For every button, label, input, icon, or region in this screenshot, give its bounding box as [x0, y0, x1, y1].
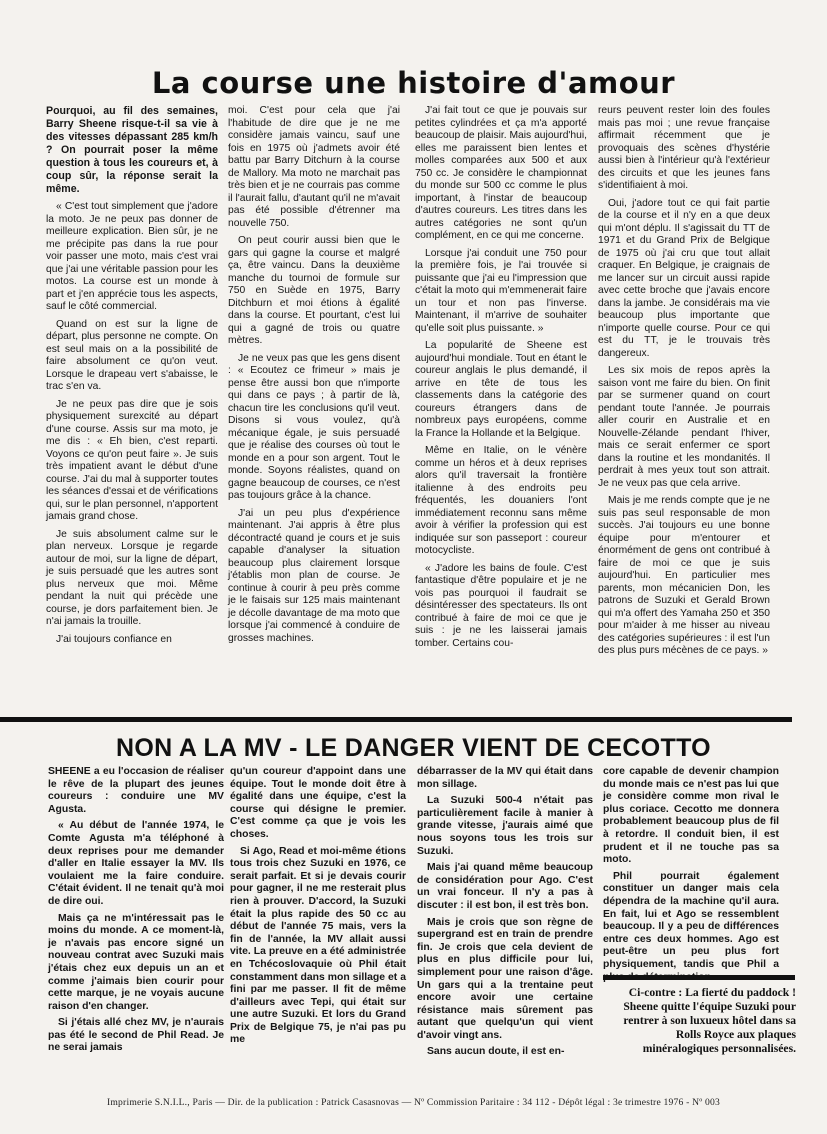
article-paragraph: Lorsque j'ai conduit une 750 pour la première fois, je l'ai trouvée si puissante que j'ai eu l'impression que c'était la moto qui m'emmenerait faire un tour et non pas l'inverse. Maintenant, il m'arrive de souhaiter qu'elle soit plus puissante. » [415, 247, 587, 334]
article-column-1 [46, 105, 218, 717]
article-column-2 [228, 105, 400, 717]
article-title: La course une histoire d'amour [151, 66, 676, 100]
article-paragraph: Je ne peux pas dire que je sois physiquement surexcité au départ d'une course. Assis sur ma moto, je me dis : « Eh bien, c'est reparti. Voyons ce qu'on peut faire ». Je suis très impatient avant le début d'une course. J'ai du mal à supporter toutes les séances d'essai et de vérifications qui, sur le plan personnel, n'apportent jamais grand chose. [46, 398, 218, 522]
section-paragraph: Sans aucun doute, il est en- [427, 1046, 565, 1058]
section-paragraph: Mais j'ai quand même beaucoup de considération pour Ago. C'est un vrai fonceur. Il n'y a pas à discuter : il est bon, il est très bon. [417, 862, 593, 911]
article-paragraph: Je suis absolument calme sur le plan nerveux. Lorsque je regarde autour de moi, sur la ligne de départ, je suis persuadé que les autres sont plus nerveux que moi. Même pendant la nuit qui précède une course, je dors parfaitement bien. Je n'ai jamais la trouille. [46, 528, 218, 627]
photo-caption: Ci-contre : La fierté du paddock ! Sheene quitte l'équipe Suzuki pour rentrer à son luxueux hôtel dans sa Rolls Royce aux plaques minéralogiques personnalisées. [623, 986, 796, 1055]
article-paragraph: Je ne veux pas que les gens disent : « Ecoutez ce frimeur » mais je pense être aussi bon que n'importe qui dans ce pays ; à partir de là, chacun tire les conclusions qu'il veut. Disons si vous voulez, qu'à mécanique égale, je suis persuadé que je réalise des courses où tout le monde en a pour son argent. Tout le monde. Soyons réalistes, quand on gagne beaucoup de courses, ce n'est pas toujours grâce à la chance. [228, 352, 400, 501]
article-paragraph: « C'est tout simplement que j'adore la moto. Je ne peux pas donner de meilleure explication. Bien sûr, je ne me précipite pas dans la rue pour voir passer une moto, mais c'est vrai que j'ai une véritable passion pour les motos. La course est un monde à part et j'en apprécie tous les aspects, sauf le côté commercial. [46, 201, 218, 312]
section-paragraph: « Au début de l'année 1974, le Comte Agusta m'a téléphoné à deux reprises pour me demander d'aller en Italie essayer la MV. Ils voulaient me la faire conduire. C'était évident. Il ne tenait qu'à moi de dire oui. [48, 820, 224, 907]
article-paragraph: Quand on est sur la ligne de départ, plus personne ne compte. On est seul mais on a la possibilité de faire absolument ce qu'on veut. Lorsque le drapeau vert s'abaisse, le trac s'en va. [46, 318, 218, 392]
article-paragraph: « J'adore les bains de foule. C'est fantastique d'être populaire et je ne vois pas pourquoi il faudrait se désintéresser des spectateurs. Ils ont contribué à faire de moi ce que je suis : je ne les laisserai jamais tomber. Certains cou- [415, 562, 587, 649]
section-column-4 [603, 766, 779, 971]
section-column-1 [48, 766, 224, 1054]
section-title: NON A LA MV - LE DANGER VIENT DE CECOTTO [116, 734, 711, 762]
article-paragraph: reurs peuvent rester loin des foules mais pas moi ; une revue française affirmait récemment que je provoquais des scènes d'hystérie aussi bien à l'intérieur qu'à l'extérieur des circuits et que les jeunes fans s'identifiaient à moi. [598, 105, 770, 191]
caption-divider [603, 975, 795, 980]
section-paragraph: débarrasser de la MV qui était dans mon sillage. [417, 766, 593, 790]
section-paragraph: Si j'étais allé chez MV, je n'aurais pas été le second de Phil Read. Je ne serai jamais [48, 1017, 224, 1054]
article-paragraph: On peut courir aussi bien que le gars qui gagne la course et malgré ça, être vaincu. Dans la deuxième manche du tournoi de formule sur 750 en Suède en 1975, Barry Ditchburn et moi étions à égalité dans la course. Et pourtant, c'est lui qui a gagné de trois ou quatre mètres. [228, 235, 400, 346]
article-paragraph: Mais je me rends compte que je ne suis pas seul responsable de mon succès. J'ai toujours eu une bonne équipe pour m'entourer et énormément de gens ont contribué à faire de moi ce que je suis aujourd'hui. En particulier mes parents, mon mécanicien Don, les patrons de Suzuki et Gerald Brown qui m'a offert des Yamaha 250 et 350 pour m'aider à me hisser au niveau des catégories supérieures : il est l'un des plus purs mécènes de ce pays. » [598, 495, 770, 656]
section-paragraph: core capable de devenir champion du monde mais ce n'est pas lui que je considère comme mon rival le plus coriace. Cecotto me donnera probablement beaucoup plus de fil à retordre. Il conduit bien, il est prudent et il ne touche pas sa moto. [603, 766, 779, 866]
publication-footer: Imprimerie S.N.I.L., Paris — Dir. de la publication : Patrick Casasnovas — Nº Commission Paritaire : 34 112 - Dépôt légal : 3e trimestre 1976 - Nº 003 [107, 1097, 720, 1108]
article-paragraph: moi. C'est pour cela que j'ai l'habitude de dire que je ne me considère jamais vaincu, sauf une fois en 1975 où j'admets avoir été battu par Barry Ditchurn à la course de Mallory. Ma moto ne marchait pas très bien et je ne courrais pas comme il l'aurait fallu, d'autant qu'il ne m'avait pas été possible d'étrenner ma nouvelle 750. [228, 105, 400, 229]
article-paragraph: Les six mois de repos après la saison vont me faire du bien. On finit par se surmener quand on court pendant toute l'année. Je pourrais aller courir en Australie et en Nouvelle-Zélande pendant l'hiver, mais ce serait enfermer ce sport dans la routine et les mondanités. Il perdrait à mes yeux tout son attrait. Je ne veux pas que cela arrive. [598, 365, 770, 489]
article-column-3 [415, 105, 587, 717]
section-paragraph: Phil pourrait également constituer un danger mais cela dépendra de la machine qu'il aura. En fait, lui et Ago se ressemblent beaucoup. Il y a peu de différences entre ces deux hommes. Ago est peut-être un peu plus fort physiquement, tandis que Phil a [603, 870, 779, 970]
article-paragraph: J'ai un peu plus d'expérience maintenant. J'ai appris à être plus décontracté quand je cours et je suis capable d'analyser la situation beaucoup plus clairement lorsque j'établis mon plan de course. Je continue à courir à peu près comme je le faisais sur 125 mais maintenant je décolle davantage de ma moto que lorsque j'ai commencé à conduire de grosses machines. [228, 507, 400, 644]
section-column-2 [230, 766, 406, 1046]
article-intro: Pourquoi, au fil des semaines, Barry Sheene risque-t-il sa vie à des vitesses dépassant 285 km/h ? On pourrait poser la même question à tous les coureurs et, à coup sûr, la réponse serait la même. [46, 105, 218, 195]
section-paragraph: SHEENE a eu l'occasion de réaliser le rêve de la plupart des jeunes coureurs : conduire une MV Agusta. [48, 766, 224, 815]
article-paragraph: La popularité de Sheene est aujourd'hui mondiale. Tout en étant le coureur anglais le plus demandé, il arrive en tête de tous les classements dans la catégorie des coureurs étrangers dans de nombreux pays européens, comme la France la Hollande et la Belgique. [415, 340, 587, 439]
section-column-3 [417, 766, 593, 1058]
article-paragraph: Oui, j'adore tout ce qui fait partie de la course et il n'y en a que deux qui m'ont déplu. Il s'agissait du TT de 1971 et du Grand Prix de Belgique de 1975 où j'ai cru que tout allait craquer. En Belgique, je craignais de me lancer sur un circuit aussi rapide avec cette broche que j'avais encore dans la jambe. Je considérais ma vie beaucoup plus importante que n'importe quelle course. Pour ce qui est du TT, je le trouvais très dangereux. [598, 197, 770, 359]
section-divider [0, 717, 792, 722]
article-paragraph: J'ai fait tout ce que je pouvais sur petites cylindrées et ça m'a apporté beaucoup de plaisir. Mais aujourd'hui, elles me paraissent bien lentes et molles comparées aux 500 et aux 750 cc. Je considère le championnat du monde sur 500 cc comme le plus important, à l'instar de beaucoup d'autres coureurs. Les titres dans les autres catégories ne sont qu'un complément, en ce qui me concerne. [415, 105, 587, 241]
section-paragraph: Mais ça ne m'intéressait pas le moins du monde. A ce moment-là, je n'avais pas encore signé un nouveau contrat avec Suzuki mais j'étais chez eux depuis un an et comme j'aimais bien courir pour cette marque, je ne voyais aucune raison d'en changer. [48, 912, 224, 1012]
section-paragraph: qu'un coureur d'appoint dans une équipe. Tout le monde doit être à égalité dans une équipe, c'est la course qui désigne le premier. C'est comme ça que je vois les choses. [230, 766, 406, 840]
article-paragraph: J'ai toujours confiance en [56, 633, 172, 645]
section-paragraph: Mais je crois que son règne de supergrand est en train de prendre fin. Je crois que cela devient de plus en plus difficile pour lui, simplement pour une raison d'âge. Un gars qui a la trentaine peut encore avoir une certaine résistance mais sûrement pas autant que quelqu'un qui vient d'avoir vingt ans. [417, 916, 593, 1041]
article-column-4 [598, 105, 770, 717]
article-paragraph: Même en Italie, on le vénère comme un héros et à deux reprises alors qu'il traversait la frontière italienne à des endroits peu fréquentés, les douaniers l'ont immédiatement reconnu sans même avoir à vérifier la profession qui est indiquée sur son passeport : coureur motocycliste. [415, 445, 587, 556]
section-paragraph: Si Ago, Read et moi-même étions tous trois chez Suzuki en 1976, ce serait parfait. Et si je devais courir pour gagner, il ne me resterait plus rien à prouver. D'accord, la Suzuki était la plus rapide des 50 cc au début de l'année 75 mais, vers la fin de l'année, la MV allait aussi vite. La preuve en a été administrée en Tchécoslovaquie où Phil était constamment dans mon sillage et a fini par me passer. Il fit de même d'ailleurs avec Tepi, qui était sur une autre Suzuki. Et lors du Grand Prix de Belgique 75, je n'ai pas pu me [230, 845, 406, 1046]
section-paragraph: La Suzuki 500-4 n'était pas particulièrement facile à manier à grande vitesse, j'aurais aimé que nous soyons tous les trois sur Suzuki. [417, 795, 593, 857]
